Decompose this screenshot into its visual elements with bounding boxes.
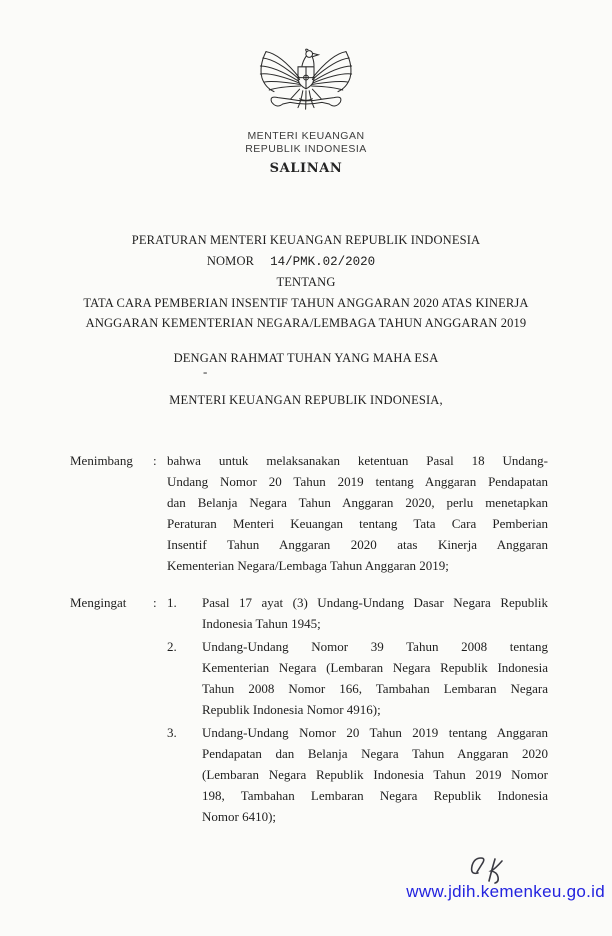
mengingat-colon: :	[153, 595, 157, 610]
jdih-url[interactable]: www.jdih.kemenkeu.go.id	[406, 882, 605, 901]
nomor-value: 14/PMK.02/2020	[270, 254, 376, 269]
regulation-number-row	[31, 251, 551, 273]
item-line: Nomor 6410);	[202, 809, 277, 824]
mengingat-list	[167, 592, 548, 827]
legal-item	[167, 722, 548, 827]
menimbang-section	[0, 450, 612, 576]
item-text	[202, 636, 548, 720]
item-line: Tahun 2008 Nomor 166, Tambahan Lembaran Negara	[202, 681, 548, 696]
invocation-line: DENGAN RAHMAT TUHAN YANG MAHA ESA	[173, 351, 439, 365]
item-number: 2.	[167, 639, 177, 654]
item-number: 3.	[167, 725, 177, 740]
authority-line: MENTERI KEUANGAN REPUBLIK INDONESIA,	[169, 393, 443, 407]
legal-item	[167, 592, 548, 634]
salinan-copy-label: SALINAN	[269, 161, 343, 176]
menimbang-line: bahwa untuk melaksanakan ketentuan Pasal 18 Undang-	[167, 453, 548, 468]
menimbang-line: Undang Nomor 20 Tahun 2019 tentang Anggaran Pendapatan	[167, 474, 548, 489]
item-line: (Lembaran Negara Republik Indonesia Tahun 2019 Nomor	[202, 767, 548, 782]
item-line: Undang-Undang Nomor 39 Tahun 2008 tentang	[202, 639, 548, 654]
nomor-label: NOMOR	[206, 253, 255, 268]
tentang-label: TENTANG	[276, 275, 336, 289]
item-text	[202, 592, 548, 634]
letterhead	[0, 46, 612, 176]
mengingat-label: Mengingat	[70, 595, 127, 610]
item-text	[202, 722, 548, 827]
subject-line-1: TATA CARA PEMBERIAN INSENTIF TAHUN ANGGARAN 2020 ATAS KINERJA	[83, 295, 529, 310]
item-line: Pendapatan dan Belanja Negara Tahun Anggaran 2020	[202, 746, 548, 761]
garuda-pancasila-icon	[258, 46, 354, 126]
menimbang-colon: :	[153, 453, 157, 468]
menimbang-paragraph	[167, 450, 548, 576]
item-line: Kementerian Negara (Lembaran Negara Republik Indonesia	[202, 660, 548, 675]
menimbang-label: Menimbang	[70, 453, 133, 468]
item-line: Republik Indonesia Nomor 4916);	[202, 702, 381, 717]
item-line: Undang-Undang Nomor 20 Tahun 2019 tentang Anggaran	[202, 725, 548, 740]
menimbang-line: dan Belanja Negara Tahun Anggaran 2020, perlu menetapkan	[167, 495, 548, 510]
item-line: Pasal 17 ayat (3) Undang-Undang Dasar Negara Republik	[202, 595, 548, 610]
menimbang-line: Insentif Tahun Anggaran 2020 atas Kinerja Anggaran	[167, 537, 548, 552]
dash-mark: -	[203, 364, 208, 379]
item-number: 1.	[167, 595, 177, 610]
menimbang-line: Kementerian Negara/Lembaga Tahun Anggaran 2019;	[167, 558, 449, 573]
item-line: 198, Tambahan Lembaran Negara Republik Indonesia	[202, 788, 548, 803]
legal-item	[167, 636, 548, 720]
regulation-title-line: PERATURAN MENTERI KEUANGAN REPUBLIK INDONESIA	[131, 233, 481, 247]
mengingat-section	[0, 592, 612, 827]
regulation-title-block	[46, 230, 566, 334]
menimbang-line: Peraturan Menteri Keuangan tentang Tata Cara Pemberian	[167, 516, 548, 531]
subject-line-2: ANGGARAN KEMENTERIAN NEGARA/LEMBAGA TAHUN ANGGARAN 2019	[85, 316, 527, 330]
ministry-name-line2: REPUBLIK INDONESIA	[245, 142, 367, 155]
item-line: Indonesia Tahun 1945;	[202, 616, 321, 631]
ministry-name-line1: MENTERI KEUANGAN	[247, 130, 365, 142]
